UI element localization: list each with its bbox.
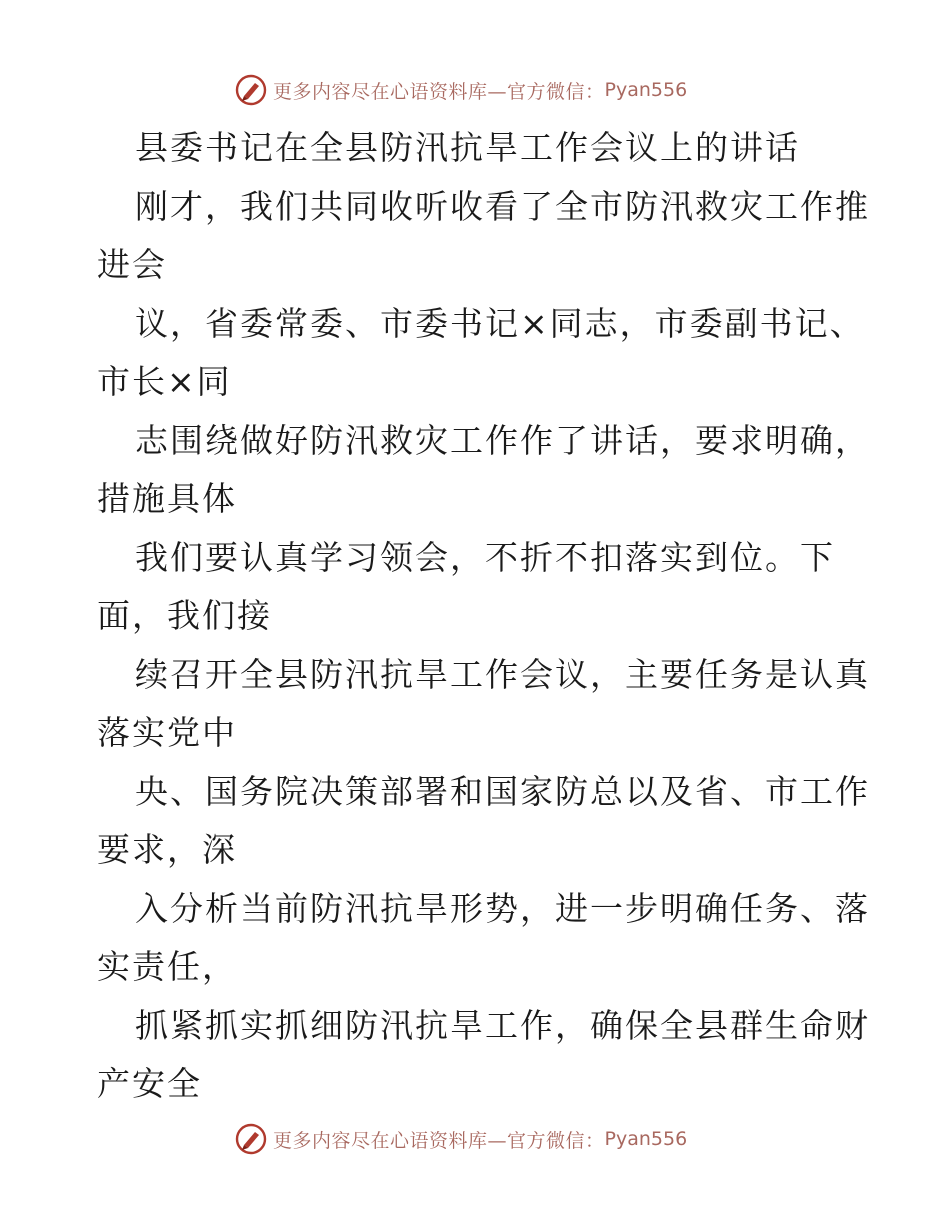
text-line: 进会 [97,245,167,284]
pen-logo-icon [235,1123,267,1155]
text-line: 议，省委常委、市委书记×同志，市委副书记、 [135,303,865,343]
text-line: 措施具体 [97,479,237,518]
watermark-text: 更多内容尽在心语资料库—官方微信： [273,80,605,103]
text-line: 实责任， [97,947,237,986]
document-body [97,126,870,1121]
watermark-wechat-id: Pyan556 [604,1128,688,1150]
watermark-text: 更多内容尽在心语资料库—官方微信： [273,1129,605,1152]
header-watermark [235,72,687,108]
watermark-wechat-id: Pyan556 [604,79,688,101]
text-line: 续召开全县防汛抗旱工作会议，主要任务是认真 [135,654,870,694]
text-line: 产安全 [97,1064,202,1103]
text-line: 我们要认真学习领会，不折不扣落实到位。下 [135,537,835,577]
text-line: 面，我们接 [97,596,272,635]
text-line: 落实党中 [97,713,237,752]
text-line: 要求，深 [97,830,237,869]
text-line: 刚才，我们共同收听收看了全市防汛救灾工作推 [135,186,870,226]
document-title: 县委书记在全县防汛抗旱工作会议上的讲话 [135,128,800,167]
text-line: 央、国务院决策部署和国家防总以及省、市工作 [135,771,870,811]
text-line: 抓紧抓实抓细防汛抗旱工作，确保全县群生命财 [135,1005,870,1045]
text-line: 入分析当前防汛抗旱形势，进一步明确任务、落 [135,888,870,928]
footer-watermark [235,1121,687,1157]
text-line: 志围绕做好防汛救灾工作作了讲话，要求明确， [135,420,870,460]
text-line: 市长×同 [97,362,232,401]
pen-logo-icon [235,74,267,106]
